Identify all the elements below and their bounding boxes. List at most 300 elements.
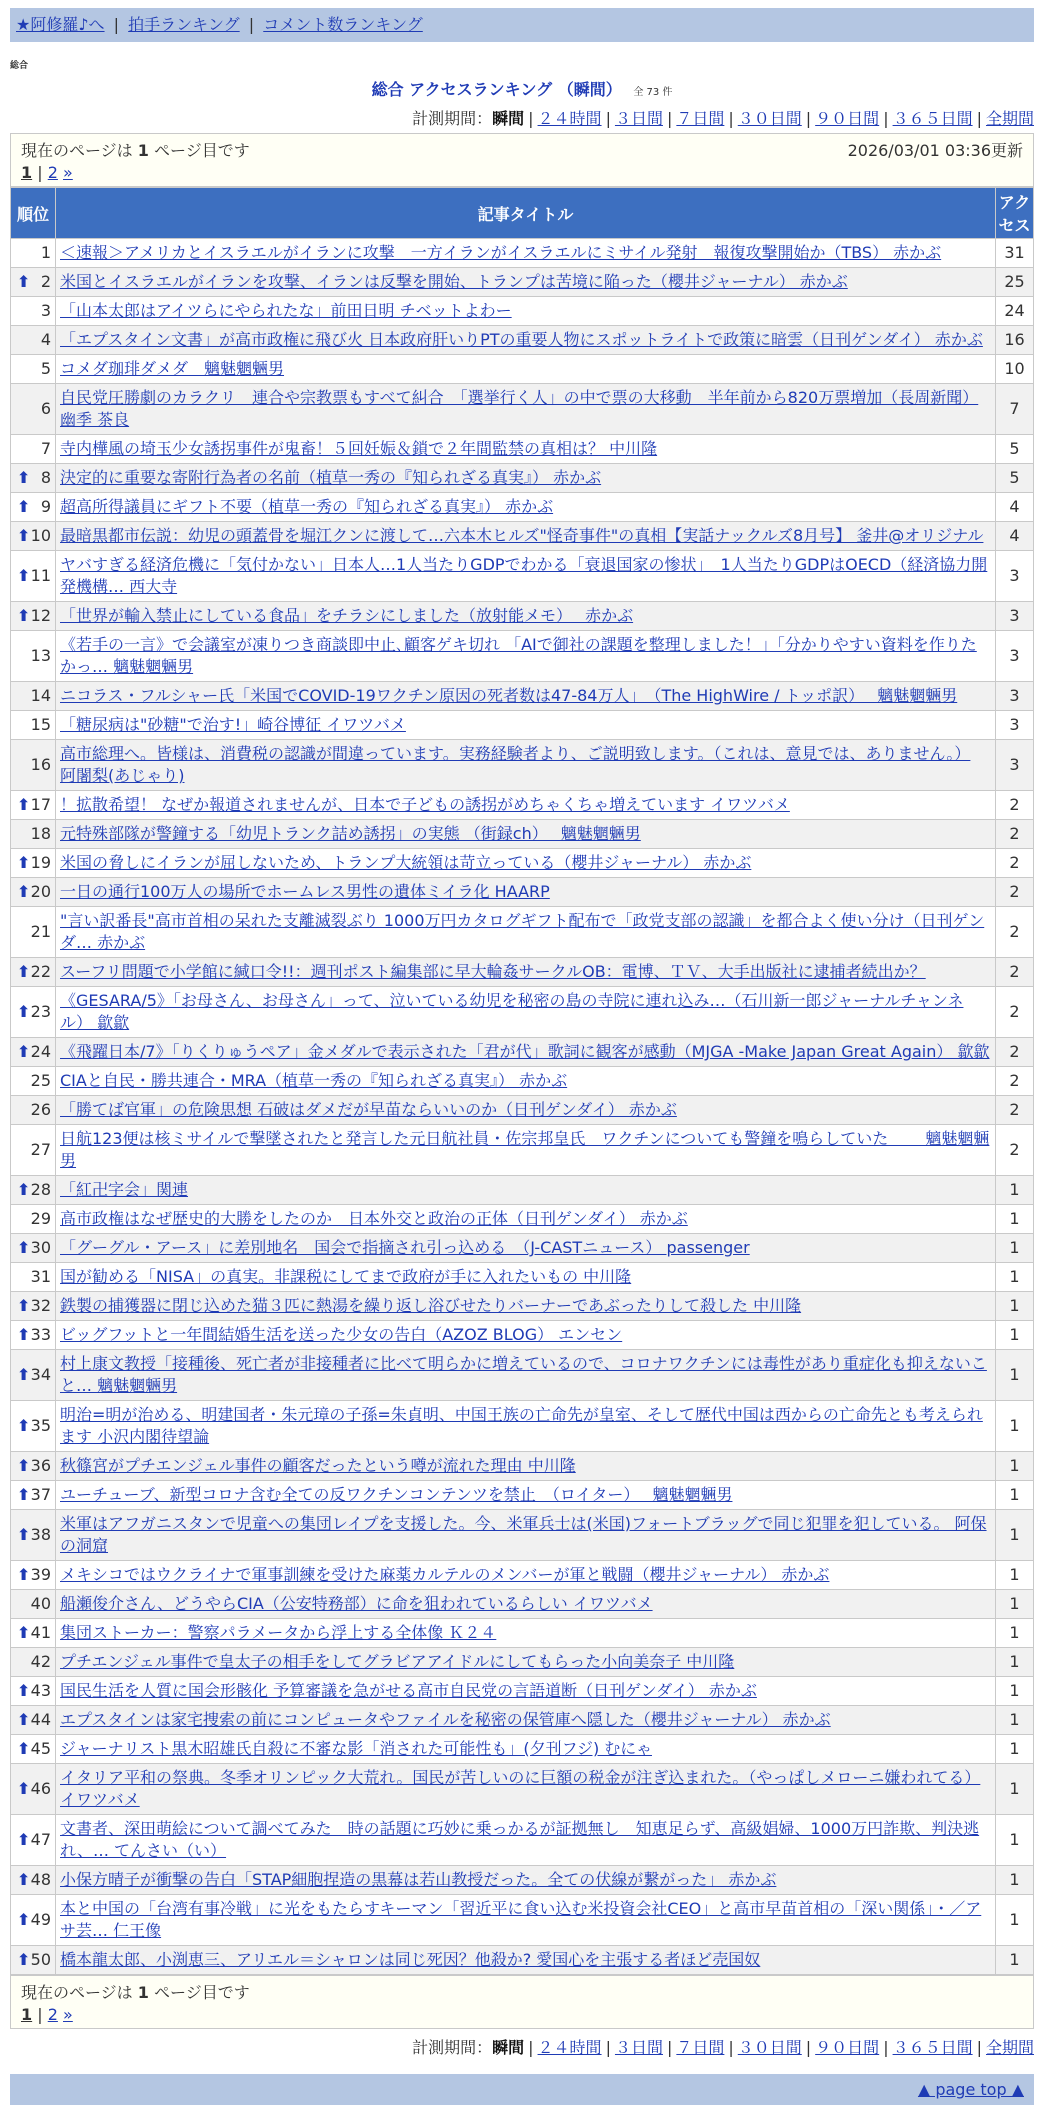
access-count: 3 [996, 602, 1034, 631]
title-cell [56, 1350, 996, 1401]
access-count: 5 [996, 435, 1034, 464]
rank-up-arrow-icon: ⬆ [17, 497, 31, 516]
access-count: 1 [996, 1561, 1034, 1590]
table-row [11, 602, 1034, 631]
rank-number: 30 [30, 1238, 51, 1257]
article-link[interactable]: "言い訳番長"高市首相の呆れた支離滅裂ぶり 1000万円カタログギフト配布で「政党支部の認識」を都合よく使い分け（日刊ゲンダ… 赤かぶ [60, 911, 985, 952]
rank-cell [11, 602, 56, 631]
rank-number: 41 [30, 1623, 51, 1642]
rank-number: 27 [30, 1140, 51, 1159]
rank-cell [11, 1234, 56, 1263]
page-info-box-bottom [10, 1975, 1034, 2029]
access-count: 1 [996, 1706, 1034, 1735]
pager-page-2[interactable]: 2 [47, 163, 58, 182]
table-row [11, 1038, 1034, 1067]
table-row [11, 711, 1034, 740]
table-row [11, 1866, 1034, 1895]
rank-cell [11, 1067, 56, 1096]
rank-cell [11, 551, 56, 602]
rank-number: 22 [30, 962, 51, 981]
title-cell [56, 1735, 996, 1764]
table-row [11, 791, 1034, 820]
rank-number: 3 [40, 301, 51, 320]
rank-cell [11, 1452, 56, 1481]
table-row [11, 682, 1034, 711]
table-row [11, 239, 1034, 268]
article-link[interactable]: 米軍はアフガニスタンで児童への集団レイプを支援した。今、米軍兵士は(米国)フォートブラッグで同じ犯罪を犯している。 阿保の洞窟 [60, 1514, 987, 1555]
rank-number: 28 [30, 1180, 51, 1199]
pager-page-2[interactable]: 2 [47, 2005, 58, 2024]
rank-cell [11, 1401, 56, 1452]
title-cell [56, 1815, 996, 1866]
table-row [11, 1067, 1034, 1096]
period-link[interactable]: ３日間 [614, 109, 663, 128]
article-link[interactable]: 集団ストーカー：警察パラメータから浮上する全体像 Ｋ２４ [60, 1623, 497, 1642]
rank-up-arrow-icon: ⬆ [17, 272, 31, 291]
rank-cell [11, 1125, 56, 1176]
rank-cell [11, 1815, 56, 1866]
article-link[interactable]: ！拡散希望！ なぜか報道されませんが、日本で子どもの誘拐がめちゃくちゃ増えています イワツバメ [60, 795, 790, 814]
title-cell [56, 297, 996, 326]
rank-up-arrow-icon: ⬆ [17, 1296, 31, 1315]
title-cell [56, 602, 996, 631]
rank-cell [11, 907, 56, 958]
rank-cell [11, 740, 56, 791]
rank-cell [11, 1946, 56, 1975]
article-link[interactable]: 高市政権はなぜ歴史的大勝をしたのか 日本外交と政治の正体（日刊ゲンダイ） 赤かぶ [60, 1209, 688, 1228]
rank-number: 11 [30, 566, 51, 585]
article-link[interactable]: 「紅卍字会」関連 [60, 1180, 189, 1199]
article-link[interactable]: 《飛躍日本/7》「りくりゅうペア」金メダルで表示された「君が代」歌詞に観客が感動（MJGA -Make Japan Great Again） 歙歙 [60, 1042, 990, 1061]
title-cell [56, 878, 996, 907]
article-link[interactable]: ユーチューブ、新型コロナ含む全ての反ワクチンコンテンツを禁止 （ロイター） 魑魅魍魎男 [60, 1485, 733, 1504]
period-link[interactable]: ９０日間 [815, 2038, 880, 2057]
period-separator: | [883, 109, 889, 128]
article-link[interactable]: 村上康文教授「接種後、死亡者が非接種者に比べて明らかに増えているので、コロナワクチンには毒性があり重症化も抑えないこと… 魑魅魍魎男 [60, 1354, 987, 1395]
table-row [11, 1096, 1034, 1125]
article-link[interactable]: 「山本太郎はアイツらにやられたな」前田日明 チベットよわー [60, 301, 512, 320]
title-cell [56, 1648, 996, 1677]
access-count: 1 [996, 1735, 1034, 1764]
rank-number: 33 [30, 1325, 51, 1344]
header-access: アクセス [996, 188, 1034, 239]
nav-separator: | [248, 15, 255, 34]
article-link[interactable]: 一日の通行100万人の場所でホームレス男性の遺体ミイラ化 HAARP [60, 882, 550, 901]
article-link[interactable]: ビッグフットと一年間結婚生活を送った少女の告白（AZOZ BLOG） エンセン [60, 1325, 623, 1344]
rank-up-arrow-icon: ⬆ [17, 1238, 31, 1257]
title-cell [56, 907, 996, 958]
article-link[interactable]: 明治=明が治める、明建国者・朱元璋の子孫=朱貞明、中国王族の亡命先が皇室、そして歴代中国は西からの亡命先とも考えられます 小沢内閣待望論 [60, 1405, 983, 1446]
rank-cell [11, 239, 56, 268]
pager-separator: | [37, 163, 43, 182]
pager [21, 163, 1023, 182]
access-count: 1 [996, 1619, 1034, 1648]
article-link[interactable]: プチエンジェル事件で皇太子の相手をしてグラビアアイドルにしてもらった小向美奈子 中川隆 [60, 1652, 735, 1671]
rank-number: 45 [30, 1739, 51, 1758]
page-top-link[interactable]: ▲ page top ▲ [917, 2080, 1024, 2099]
period-separator: | [976, 2038, 982, 2057]
access-count: 2 [996, 987, 1034, 1038]
rank-up-arrow-icon: ⬆ [17, 882, 31, 901]
rank-up-arrow-icon: ⬆ [17, 1180, 31, 1199]
title-cell [56, 711, 996, 740]
rank-cell [11, 1866, 56, 1895]
rank-up-arrow-icon: ⬆ [17, 1710, 31, 1729]
rank-number: 1 [40, 243, 51, 262]
access-count: 31 [996, 239, 1034, 268]
period-separator: | [805, 109, 812, 128]
period-link[interactable]: ３０日間 [737, 109, 802, 128]
table-row [11, 1706, 1034, 1735]
table-row [11, 326, 1034, 355]
period-link[interactable]: ７日間 [676, 109, 725, 128]
rank-number: 48 [30, 1870, 51, 1889]
rank-number: 40 [30, 1594, 51, 1613]
rank-up-arrow-icon: ⬆ [17, 1623, 31, 1642]
table-row [11, 1452, 1034, 1481]
title-cell [56, 1481, 996, 1510]
access-count: 1 [996, 1648, 1034, 1677]
top-nav [10, 8, 1034, 42]
article-link[interactable]: エプスタインは家宅捜索の前にコンピュータやファイルを秘密の保管庫へ隠した（櫻井ジャーナル） 赤かぶ [60, 1710, 831, 1729]
title-cell [56, 1452, 996, 1481]
access-count: 1 [996, 1510, 1034, 1561]
home-link[interactable]: ★阿修羅♪へ [16, 15, 105, 34]
article-link[interactable]: ヤバすぎる経済危機に「気付かない」日本人…1人当たりGDPでわかる「衰退国家の惨状」 1人当たりGDPはOECD（経済協力開発機構… 西大寺 [60, 555, 988, 596]
table-row [11, 1764, 1034, 1815]
access-count: 2 [996, 820, 1034, 849]
title-cell [56, 1321, 996, 1350]
period-current: 瞬間 [492, 109, 525, 128]
rank-cell [11, 878, 56, 907]
rank-cell [11, 522, 56, 551]
access-count: 1 [996, 1866, 1034, 1895]
access-count: 3 [996, 682, 1034, 711]
rank-cell [11, 1895, 56, 1946]
access-count: 1 [996, 1292, 1034, 1321]
article-link[interactable]: 船瀬俊介さん、どうやらCIA（公安特務部）に命を狙われているらしい イワツバメ [60, 1594, 653, 1613]
table-row [11, 1401, 1034, 1452]
article-link[interactable]: 寺内樺風の埼玉少女誘拐事件が鬼畜！５回妊娠＆鎖で２年間監禁の真相は？ 中川隆 [60, 439, 658, 458]
rank-up-arrow-icon: ⬆ [17, 1681, 31, 1700]
access-count: 2 [996, 849, 1034, 878]
title-cell [56, 268, 996, 297]
rank-cell [11, 1350, 56, 1401]
rank-up-arrow-icon: ⬆ [17, 1416, 31, 1435]
article-link[interactable]: 「勝てば官軍」の危険思想 石破はダメだが早苗ならいいのか（日刊ゲンダイ） 赤かぶ [60, 1100, 677, 1119]
period-selector-bottom [10, 2035, 1034, 2058]
ranking-title-row [10, 77, 1034, 100]
rank-number: 38 [30, 1525, 51, 1544]
rank-number: 19 [30, 853, 51, 872]
rank-number: 17 [30, 795, 51, 814]
article-link[interactable]: 国民生活を人質に国会形骸化 予算審議を急がせる高市自民党の言語道断（日刊ゲンダイ） 赤かぶ [60, 1681, 757, 1700]
rank-up-arrow-icon: ⬆ [17, 1365, 31, 1384]
article-link[interactable]: 《GESARA/5》「お母さん、お母さん」って、泣いている幼児を秘密の島の寺院に連れ込み…（石川新一郎ジャーナルチャンネル） 歙歙 [60, 991, 964, 1032]
article-link[interactable]: 「糖尿病は"砂糖"で治す!」崎谷博征 イワツバメ [60, 715, 406, 734]
access-count: 1 [996, 1946, 1034, 1975]
period-separator: | [605, 109, 611, 128]
access-count: 2 [996, 1125, 1034, 1176]
rank-number: 25 [30, 1071, 51, 1090]
rank-number: 14 [30, 686, 51, 705]
title-cell [56, 1234, 996, 1263]
title-cell [56, 1590, 996, 1619]
rank-cell [11, 435, 56, 464]
access-count: 1 [996, 1481, 1034, 1510]
rank-number: 15 [30, 715, 51, 734]
access-count: 25 [996, 268, 1034, 297]
access-count: 1 [996, 1590, 1034, 1619]
period-link[interactable]: ３６５日間 [892, 2038, 973, 2057]
table-row [11, 820, 1034, 849]
title-cell [56, 958, 996, 987]
table-row [11, 355, 1034, 384]
title-cell [56, 1706, 996, 1735]
title-cell [56, 1764, 996, 1815]
title-cell [56, 1561, 996, 1590]
rank-up-arrow-icon: ⬆ [17, 1002, 31, 1021]
rank-number: 36 [30, 1456, 51, 1475]
table-row [11, 1321, 1034, 1350]
current-page-text: 現在のページは 1 ページ目です [21, 141, 250, 160]
rank-cell [11, 987, 56, 1038]
title-cell [56, 1292, 996, 1321]
article-link[interactable]: ニコラス・フルシャー氏「米国でCOVID-19ワクチン原因の死者数は47-84万人」 （The HighWire / トッポ訳） 魑魅魍魎男 [60, 686, 958, 705]
title-cell [56, 1619, 996, 1648]
title-cell [56, 1263, 996, 1292]
table-row [11, 849, 1034, 878]
pager-current-page: 1 [21, 163, 33, 182]
table-row [11, 435, 1034, 464]
table-row [11, 907, 1034, 958]
title-cell [56, 1946, 996, 1975]
nav-separator: | [113, 15, 120, 34]
rank-cell [11, 682, 56, 711]
pager-next[interactable]: » [63, 163, 73, 182]
rank-up-arrow-icon: ⬆ [17, 962, 31, 981]
access-count: 2 [996, 907, 1034, 958]
title-cell [56, 355, 996, 384]
comment-ranking-link[interactable]: コメント数ランキング [263, 15, 423, 34]
title-cell [56, 1205, 996, 1234]
period-link[interactable]: ２４時間 [537, 109, 602, 128]
table-row [11, 551, 1034, 602]
rank-up-arrow-icon: ⬆ [17, 1739, 31, 1758]
access-count: 1 [996, 1205, 1034, 1234]
access-count: 3 [996, 631, 1034, 682]
period-selector-top [10, 106, 1034, 129]
article-link[interactable]: 橋本龍太郎、小渕恵三、アリエル＝シャロンは同じ死因？他殺か? 愛国心を主張する者ほど売国奴 [60, 1950, 761, 1969]
access-count: 4 [996, 493, 1034, 522]
page-info-box-top [10, 133, 1034, 187]
table-row [11, 493, 1034, 522]
title-cell [56, 1038, 996, 1067]
rank-cell [11, 958, 56, 987]
rank-number: 39 [30, 1565, 51, 1584]
table-row [11, 1677, 1034, 1706]
table-row [11, 987, 1034, 1038]
article-link[interactable]: 日航123便は核ミサイルで撃墜されたと発言した元日航社員・佐宗邦皇氏 ワクチンについても警鐘を鳴らしていた 魑魅魍魎男 [60, 1129, 990, 1170]
rank-number: 9 [40, 497, 51, 516]
period-link[interactable]: 全期間 [985, 2038, 1034, 2057]
bottom-bar [10, 2074, 1034, 2105]
period-label: 計測期間： [412, 109, 493, 128]
article-link[interactable]: 《若手の一言》で会議室が凍りつき商談即中止､顧客ゲキ切れ 「AIで御社の課題を整理しました！｣「分かりやすい資料を作りたかっ… 魑魅魍魎男 [60, 635, 977, 676]
table-row [11, 1510, 1034, 1561]
table-row [11, 1590, 1034, 1619]
rank-cell [11, 1706, 56, 1735]
table-row [11, 1895, 1034, 1946]
access-count: 1 [996, 1263, 1034, 1292]
article-link[interactable]: 最暗黒都市伝説：幼児の頭蓋骨を堀江クンに渡して…六本木ヒルズ"怪奇事件"の真相【実話ナックルズ8月号】 釜井@オリジナル [60, 526, 984, 545]
article-link[interactable]: 米国の脅しにイランが屈しないため、トランプ大統領は苛立っている（櫻井ジャーナル） 赤かぶ [60, 853, 752, 872]
access-count: 10 [996, 355, 1034, 384]
title-cell [56, 740, 996, 791]
article-link[interactable]: 「世界が輸入禁止にしている食品」をチラシにしました（放射能メモ） 赤かぶ [60, 606, 634, 625]
table-row [11, 958, 1034, 987]
rank-number: 24 [30, 1042, 51, 1061]
article-link[interactable]: 鉄製の捕獲器に閉じ込めた猫３匹に熱湯を繰り返し浴びせたりバーナーであぶったりして殺した 中川隆 [60, 1296, 802, 1315]
article-link[interactable]: 元特殊部隊が警鐘する「幼児トランク詰め誘拐」の実態 （街録ch） 魑魅魍魎男 [60, 824, 641, 843]
article-link[interactable]: 国が勧める「NISA」の真実。非課税にしてまで政府が手に入れたいもの 中川隆 [60, 1267, 632, 1286]
rank-number: 7 [40, 439, 51, 458]
title-cell [56, 1677, 996, 1706]
article-link[interactable]: 超高所得議員にギフト不要（植草一秀の『知られざる真実』） 赤かぶ [60, 497, 554, 516]
table-row [11, 1350, 1034, 1401]
article-link[interactable]: メキシコではウクライナで軍事訓練を受けた麻薬カルテルのメンバーが軍と戦闘（櫻井ジャーナル） 赤かぶ [60, 1565, 830, 1584]
title-cell [56, 464, 996, 493]
article-link[interactable]: 決定的に重要な寄附行為者の名前（植草一秀の『知られざる真実』） 赤かぶ [60, 468, 602, 487]
title-cell [56, 326, 996, 355]
table-row [11, 1176, 1034, 1205]
article-link[interactable]: 「エプスタイン文書」が高市政権に飛び火 日本政府肝いりPTの重要人物にスポットライトで政策に暗雲（日刊ゲンダイ） 赤かぶ [60, 330, 983, 349]
table-row [11, 268, 1034, 297]
article-link[interactable]: 本と中国の「台湾有事冷戦」に光をもたらすキーマン「習近平に食い込む米投資会社CEO」と高市早苗首相の「深い関係」・／アサ芸… 仁王像 [60, 1899, 982, 1940]
article-link[interactable]: CIAと自民・勝共連合・MRA（植草一秀の『知られざる真実』） 赤かぶ [60, 1071, 568, 1090]
applause-ranking-link[interactable]: 拍手ランキング [128, 15, 240, 34]
pager-current-page: 1 [21, 2005, 33, 2024]
table-row [11, 522, 1034, 551]
access-count: 1 [996, 1764, 1034, 1815]
period-link[interactable]: ３日間 [614, 2038, 663, 2057]
rank-up-arrow-icon: ⬆ [17, 1910, 31, 1929]
rank-cell [11, 1038, 56, 1067]
period-link[interactable]: ９０日間 [815, 109, 880, 128]
rank-cell [11, 326, 56, 355]
table-row [11, 1125, 1034, 1176]
rank-up-arrow-icon: ⬆ [17, 1456, 31, 1475]
rank-number: 16 [30, 755, 51, 774]
rank-number: 37 [30, 1485, 51, 1504]
rank-number: 2 [40, 272, 51, 291]
article-link[interactable]: イタリア平和の祭典。冬季オリンピック大荒れ。国民が苦しいのに巨額の税金が注ぎ込まれた。（やっぱしメローニ嫌われてる） イワツバメ [60, 1768, 981, 1809]
title-cell [56, 1096, 996, 1125]
updated-timestamp: 2026/03/01 03:36更新 [847, 141, 1023, 160]
rank-cell [11, 355, 56, 384]
rank-up-arrow-icon: ⬆ [17, 468, 31, 487]
rank-number: 23 [30, 1002, 51, 1021]
period-separator: | [666, 2038, 673, 2057]
article-link[interactable]: ジャーナリスト黒木昭雄氏自殺に不審な影「消された可能性も」(夕刊フジ) むにゃ [60, 1739, 652, 1758]
article-link[interactable]: ＜速報＞アメリカとイスラエルがイランに攻撃 一方イランがイスラエルにミサイル発射 報復攻撃開始か（TBS） 赤かぶ [60, 243, 942, 262]
access-count: 4 [996, 522, 1034, 551]
rank-cell [11, 1510, 56, 1561]
table-row [11, 878, 1034, 907]
period-link[interactable]: ７日間 [676, 2038, 725, 2057]
title-cell [56, 1866, 996, 1895]
rank-number: 8 [40, 468, 51, 487]
rank-up-arrow-icon: ⬆ [17, 606, 31, 625]
period-separator: | [528, 109, 534, 128]
rank-up-arrow-icon: ⬆ [17, 795, 31, 814]
pager-separator: | [37, 2005, 43, 2024]
title-cell [56, 522, 996, 551]
rank-up-arrow-icon: ⬆ [17, 853, 31, 872]
article-link[interactable]: 高市総理へ。皆様は、消費税の認識が間違っています。実務経験者より、ご説明致します。（これは、意見では、ありません。） 阿闍梨(あじゃり) [60, 744, 971, 785]
period-link[interactable]: 全期間 [985, 109, 1034, 128]
header-rank: 順位 [11, 188, 56, 239]
table-row [11, 297, 1034, 326]
title-cell [56, 239, 996, 268]
pager-next[interactable]: » [63, 2005, 73, 2024]
article-link[interactable]: 米国とイスラエルがイランを攻撃、イランは反撃を開始、トランプは苦境に陥った（櫻井ジャーナル） 赤かぶ [60, 272, 848, 291]
access-count: 7 [996, 384, 1034, 435]
access-count: 1 [996, 1176, 1034, 1205]
table-row [11, 1234, 1034, 1263]
access-count: 1 [996, 1815, 1034, 1866]
article-link[interactable]: 秋篠宮がプチエンジェル事件の顧客だったという噂が流れた理由 中川隆 [60, 1456, 576, 1475]
title-cell [56, 791, 996, 820]
article-link[interactable]: 文書者、深田萌絵について調べてみた 時の話題に巧妙に乗っかるが証拠無し 知恵足らず、高級娼婦、1000万円詐欺、判決逃れ、… てんさい（い） [60, 1819, 980, 1860]
article-link[interactable]: 自民党圧勝劇のカラクリ 連合や宗教票もすべて糾合 「選挙行く人」の中で票の大移動 半年前から820万票増加（長周新聞） 幽季 茶良 [60, 388, 979, 429]
access-count: 2 [996, 1096, 1034, 1125]
access-count: 2 [996, 791, 1034, 820]
period-separator: | [605, 2038, 611, 2057]
rank-number: 43 [30, 1681, 51, 1700]
access-count: 1 [996, 1677, 1034, 1706]
table-row [11, 384, 1034, 435]
section-label: 総合 [10, 61, 29, 71]
title-cell [56, 1895, 996, 1946]
title-cell [56, 987, 996, 1038]
period-link[interactable]: ３０日間 [737, 2038, 802, 2057]
title-cell [56, 849, 996, 878]
rank-number: 31 [30, 1267, 51, 1286]
article-link[interactable]: コメダ珈琲ダメダ 魑魅魍魎男 [60, 359, 285, 378]
table-row [11, 740, 1034, 791]
article-link[interactable]: スーフリ問題で小学館に緘口令!!：週刊ポスト編集部に早大輪姦サークルOB：電博、ＴＶ、大手出版社に逮捕者続出か？ [60, 962, 926, 981]
rank-cell [11, 1205, 56, 1234]
table-row [11, 1205, 1034, 1234]
article-link[interactable]: 小保方晴子が衝撃の告白「STAP細胞捏造の黒幕は若山教授だった。全ての伏線が繋がった」 赤かぶ [60, 1870, 777, 1889]
access-count: 3 [996, 711, 1034, 740]
access-count: 2 [996, 958, 1034, 987]
period-link[interactable]: ３６５日間 [892, 109, 973, 128]
rank-number: 18 [30, 824, 51, 843]
rank-up-arrow-icon: ⬆ [17, 1325, 31, 1344]
rank-cell [11, 1263, 56, 1292]
title-cell [56, 384, 996, 435]
rank-cell [11, 791, 56, 820]
article-link[interactable]: 「グーグル・アース」に差別地名 国会で指摘され引っ込める （J-CASTニュース） passenger [60, 1238, 750, 1257]
title-cell [56, 435, 996, 464]
access-count: 2 [996, 878, 1034, 907]
period-link[interactable]: ２４時間 [537, 2038, 602, 2057]
table-row [11, 1815, 1034, 1866]
rank-cell [11, 268, 56, 297]
rank-cell [11, 384, 56, 435]
